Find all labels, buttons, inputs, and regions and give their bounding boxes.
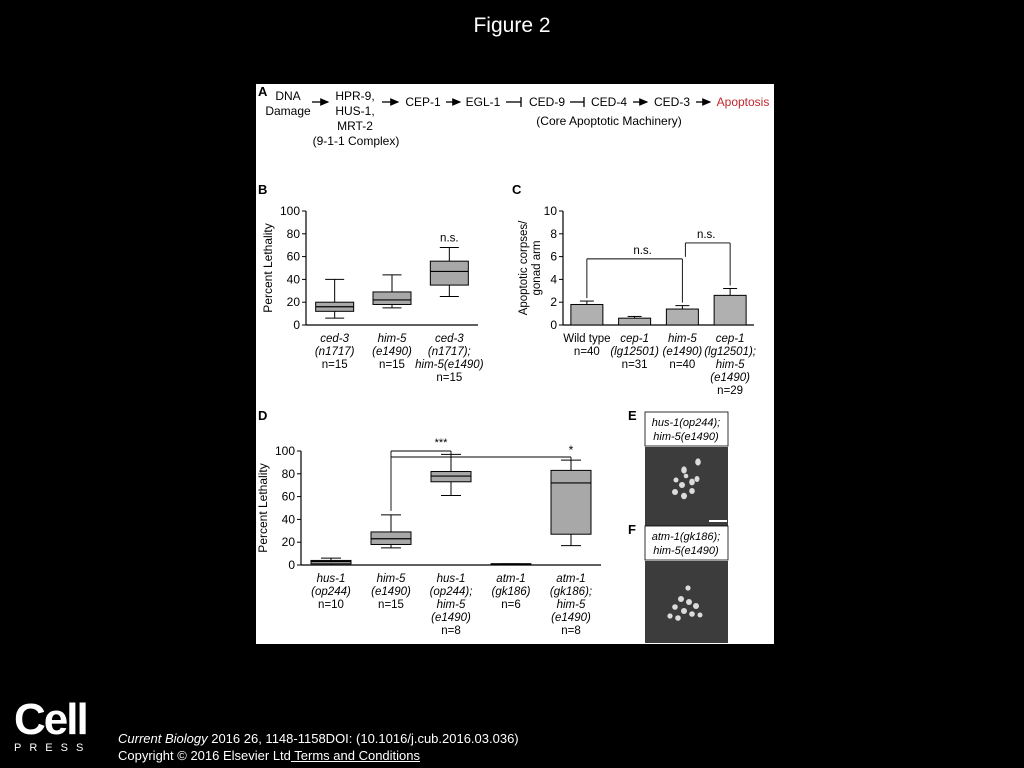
- x-category-label: n=8: [441, 625, 461, 637]
- y-tick-label: 10: [543, 204, 557, 218]
- panel-f-caption-line2: him-5(e1490): [653, 545, 719, 557]
- core-machinery-label: (Core Apoptotic Machinery): [536, 114, 682, 128]
- y-tick-label: 0: [293, 318, 300, 332]
- pathway-node-apoptosis: Apoptosis: [716, 95, 770, 109]
- x-category-label: hus-1: [436, 573, 466, 585]
- panel-e-label: E: [628, 408, 637, 423]
- y-tick-label: 8: [550, 226, 557, 241]
- x-category-label: Wild type: [563, 333, 611, 345]
- y-tick-label: 100: [274, 444, 295, 458]
- box-iqr: [551, 470, 591, 534]
- x-category-label: him-5: [715, 359, 745, 371]
- y-tick-label: 60: [286, 249, 300, 264]
- chart-b: [261, 204, 484, 384]
- scale-bar: [709, 520, 727, 522]
- micrograph-e-background: [645, 447, 728, 527]
- x-category-label: (e1490): [371, 586, 411, 598]
- y-tick-label: 4: [550, 272, 557, 287]
- x-category-label: n=31: [621, 359, 648, 371]
- x-category-label: n=15: [379, 359, 405, 371]
- slide-title: Figure 2: [473, 14, 551, 37]
- x-category-label: n=15: [321, 359, 348, 371]
- y-tick-label: 60: [281, 489, 295, 504]
- pathway-node-damage: Damage: [265, 104, 311, 118]
- x-category-label: him-5(e1490): [415, 359, 484, 371]
- panel-c-label: C: [512, 182, 522, 197]
- y-tick-label: 80: [286, 226, 300, 241]
- x-category-label: n=40: [573, 346, 600, 358]
- figure-svg: [256, 84, 774, 644]
- y-axis-label: Percent Lethality: [261, 223, 275, 313]
- x-category-label: atm-1: [556, 573, 586, 585]
- y-tick-label: 0: [550, 318, 557, 332]
- y-tick-label: 6: [550, 249, 557, 264]
- x-category-label: him-5: [556, 599, 586, 611]
- x-category-label: atm-1: [496, 573, 526, 585]
- pathway-node-mrt2: MRT-2: [337, 119, 373, 133]
- x-category-label: (e1490): [710, 372, 750, 384]
- copyright-line: [118, 747, 519, 764]
- pathway-node-ced9: CED-9: [528, 95, 566, 109]
- bar: [619, 318, 651, 325]
- panel-e-caption: [645, 412, 728, 446]
- x-category-label: (e1490): [662, 346, 703, 358]
- panel-e-caption-line2: him-5(e1490): [653, 431, 719, 443]
- panel-f-micrograph: [645, 561, 728, 643]
- y-tick-label: 20: [286, 295, 300, 310]
- x-category-label: n=6: [501, 599, 521, 611]
- x-category-label: (lg12501): [610, 346, 659, 358]
- y-tick-label: 100: [279, 204, 300, 218]
- y-tick-label: 0: [288, 558, 295, 572]
- pathway-node-egl1: EGL-1: [465, 95, 501, 109]
- panel-d-label: D: [258, 408, 268, 423]
- y-axis-label: Percent Lethality: [256, 463, 270, 553]
- x-category-label: him-5: [667, 333, 697, 345]
- x-category-label: n=29: [717, 385, 744, 397]
- bar: [714, 295, 746, 325]
- panel-b-label: B: [258, 182, 268, 197]
- bar: [666, 309, 698, 325]
- x-category-label: n=40: [669, 359, 696, 371]
- y-axis-label: gonad arm: [531, 240, 543, 296]
- y-tick-label: 40: [281, 512, 295, 527]
- x-category-label: n=8: [561, 625, 581, 637]
- x-category-label: (op244): [311, 586, 351, 598]
- x-category-label: (op244);: [429, 586, 473, 598]
- panel-a-label: A: [258, 84, 268, 99]
- x-category-label: n=15: [378, 599, 404, 611]
- pathway-diagram: [265, 89, 769, 148]
- terms-and-conditions-link[interactable]: Terms and Conditions: [290, 748, 421, 763]
- significance-label: n.s.: [633, 244, 652, 257]
- x-category-label: cep-1: [715, 333, 745, 345]
- x-category-label: him-5: [376, 573, 406, 585]
- x-category-label: (gk186): [491, 586, 531, 598]
- pathway-node-hpr9: HPR-9,: [335, 89, 375, 103]
- panel-f-caption: [645, 526, 728, 560]
- significance-label: n.s.: [440, 232, 459, 245]
- y-tick-label: 40: [286, 272, 300, 287]
- significance-label: *: [568, 443, 574, 457]
- x-category-label: (e1490): [551, 612, 591, 624]
- pathway-node-ced3: CED-3: [653, 95, 691, 109]
- x-category-label: hus-1: [316, 573, 346, 585]
- x-category-label: (e1490): [372, 346, 412, 358]
- panel-f-caption-line1: atm-1(gk186);: [651, 531, 721, 543]
- chart-d: [256, 437, 601, 637]
- x-category-label: ced-3: [434, 333, 464, 345]
- x-category-label: cep-1: [620, 333, 650, 345]
- significance-label: n.s.: [696, 228, 716, 241]
- x-category-label: (n1717);: [427, 346, 471, 358]
- citation-line: [118, 730, 519, 747]
- significance-label: ***: [434, 437, 448, 449]
- x-category-label: n=10: [318, 599, 344, 611]
- copyright-text: Copyright © 2016 Elsevier Ltd: [118, 748, 291, 763]
- logo-cell-text: Cell: [14, 695, 87, 744]
- pathway-node-ced4: CED-4: [590, 95, 628, 109]
- panel-e-micrograph: [645, 447, 728, 527]
- logo-press-text: PRESS: [14, 742, 92, 754]
- x-category-label: him-5: [377, 333, 407, 345]
- x-category-label: (n1717): [314, 346, 355, 358]
- box-iqr: [430, 261, 468, 285]
- box-iqr: [373, 292, 411, 305]
- pathway-node-911-complex: (9-1-1 Complex): [312, 134, 400, 148]
- panel-e-caption-line1: hus-1(op244);: [651, 417, 721, 429]
- panel-f-label: F: [628, 522, 636, 537]
- figure-panel: [256, 84, 774, 644]
- pathway-node-hus1: HUS-1,: [335, 104, 375, 118]
- x-category-label: ced-3: [320, 333, 350, 345]
- chart-c: [518, 204, 756, 397]
- citation: [118, 730, 519, 764]
- cell-press-logo: [14, 695, 92, 756]
- y-tick-label: 2: [550, 295, 557, 310]
- x-category-label: (e1490): [431, 612, 471, 624]
- y-axis-label: Apoptotic corpses/: [518, 220, 530, 316]
- citation-journal: Current Biology: [118, 731, 208, 746]
- bar: [571, 304, 603, 325]
- y-tick-label: 20: [281, 535, 295, 550]
- y-tick-label: 80: [281, 466, 295, 481]
- x-category-label: him-5: [436, 599, 466, 611]
- pathway-node-dna: DNA: [275, 89, 301, 103]
- pathway-node-cep1: CEP-1: [405, 95, 441, 109]
- x-category-label: n=15: [436, 372, 463, 384]
- citation-details: 2016 26, 1148-1158DOI: (10.1016/j.cub.2016.03.036): [207, 731, 519, 746]
- x-category-label: (lg12501);: [704, 346, 757, 358]
- x-category-label: (gk186);: [549, 586, 593, 598]
